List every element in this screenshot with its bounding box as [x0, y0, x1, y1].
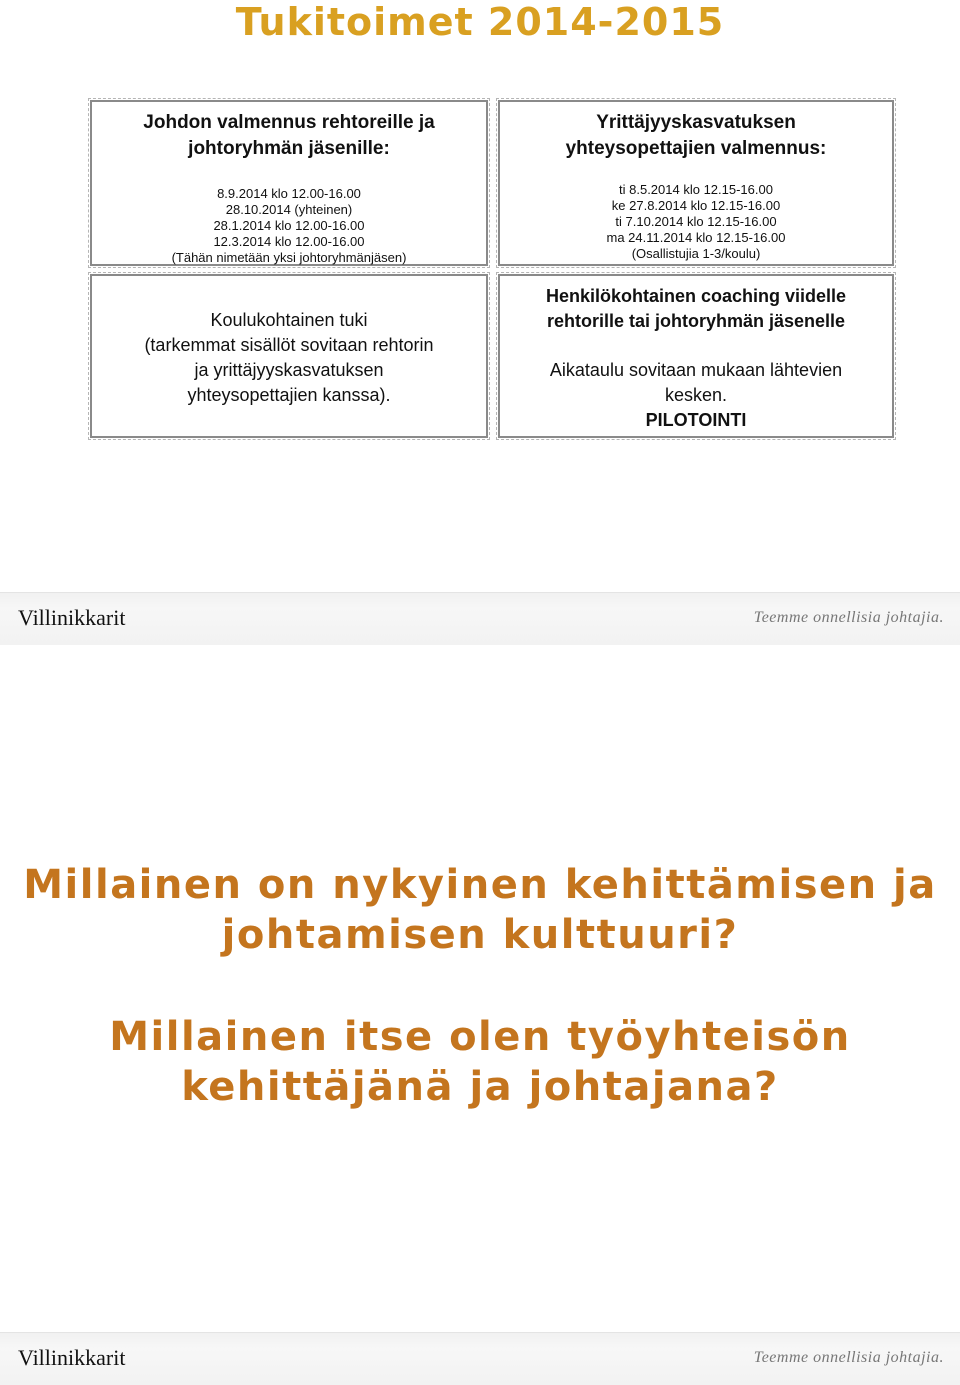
footer-brand: Villinikkarit [18, 1345, 126, 1370]
question-2-line-1: Millainen itse olen työyhteisön [109, 1014, 851, 1060]
entrepreneurship-date-2: ke 27.8.2014 klo 12.15-16.00 [611, 198, 781, 213]
coaching-pilot-label: PILOTOINTI [645, 410, 747, 430]
question-1-line-1: Millainen on nykyinen kehittämisen ja [23, 862, 937, 908]
entrepreneurship-heading-line-2: yhteysopettajien valmennus: [565, 138, 827, 159]
school-support-line-3: ja yrittäjyyskasvatuksen [194, 360, 384, 380]
leadership-date-4: 12.3.2014 klo 12.00-16.00 [213, 234, 365, 249]
leadership-heading-line-2: johtoryhmän jäsenille: [188, 138, 390, 159]
slide-2-footer [0, 1332, 960, 1385]
coaching-heading-line-2: rehtorille tai johtoryhmän jäsenelle [546, 311, 846, 331]
leadership-note: (Tähän nimetään yksi johtoryhmänjäsen) [171, 250, 407, 265]
coaching-heading-line-1: Henkilökohtainen coaching viidelle [545, 286, 847, 306]
coaching-body-line-1: Aikataulu sovitaan mukaan lähtevien [549, 360, 843, 380]
leadership-date-1: 8.9.2014 klo 12.00-16.00 [217, 186, 361, 201]
coaching-box [498, 274, 894, 438]
school-support-line-1: Koulukohtainen tuki [210, 310, 368, 330]
entrepreneurship-date-3: ti 7.10.2014 klo 12.15-16.00 [615, 214, 777, 229]
entrepreneurship-heading-line-1: Yrittäjyyskasvatuksen [596, 112, 796, 133]
entrepreneurship-date-1: ti 8.5.2014 klo 12.15-16.00 [619, 182, 773, 197]
coaching-body-line-2: kesken. [664, 385, 728, 405]
entrepreneurship-training-box [498, 100, 894, 266]
leadership-training-box [90, 100, 488, 266]
school-support-line-4: yhteysopettajien kanssa). [187, 385, 391, 405]
slide-1-footer [0, 592, 960, 645]
leadership-date-2: 28.10.2014 (yhteinen) [225, 202, 353, 217]
leadership-heading-line-1: Johdon valmennus rehtoreille ja [143, 112, 435, 133]
school-support-box [90, 274, 488, 438]
question-2-line-2: kehittäjänä ja johtajana? [181, 1064, 779, 1110]
question-1-line-2: johtamisen kulttuuri? [221, 912, 739, 958]
entrepreneurship-note: (Osallistujia 1-3/koulu) [631, 246, 761, 261]
entrepreneurship-date-4: ma 24.11.2014 klo 12.15-16.00 [606, 230, 786, 245]
school-support-line-2: (tarkemmat sisällöt sovitaan rehtorin [144, 335, 434, 355]
footer-brand: Villinikkarit [18, 605, 126, 630]
footer-slogan: Teemme onnellisia johtajia. [753, 609, 944, 626]
footer-slogan: Teemme onnellisia johtajia. [753, 1349, 944, 1366]
slide-title: Tukitoimet 2014-2015 [235, 0, 725, 44]
leadership-date-3: 28.1.2014 klo 12.00-16.00 [213, 218, 365, 233]
